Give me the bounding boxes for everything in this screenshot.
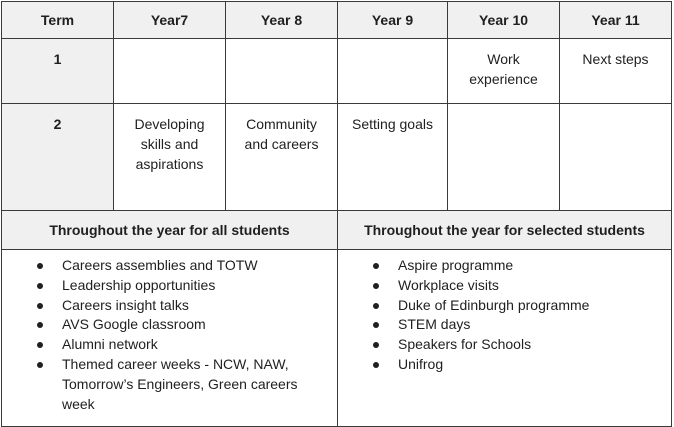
all-students-cell [2, 250, 338, 427]
term-2-row [2, 104, 672, 211]
year9-header: Year 9 [338, 2, 448, 39]
all-students-list [2, 256, 337, 414]
list-item: Themed career weeks - NCW, NAW, Tomorrow’s Engineers, Green careers week [2, 355, 337, 414]
list-item: AVS Google classroom [2, 315, 337, 335]
list-item: Careers assemblies and TOTW [2, 256, 337, 276]
all-students-heading: Throughout the year for all students [2, 211, 338, 250]
throughout-year-lists-row [2, 250, 672, 427]
list-item: Workplace visits [338, 276, 671, 296]
term-1-year9-cell [338, 39, 448, 104]
term-1-year11-cell: Next steps [560, 39, 672, 104]
list-item: Careers insight talks [2, 296, 337, 316]
term-2-label: 2 [2, 104, 114, 211]
list-item: STEM days [338, 315, 671, 335]
term-2-year10-cell [448, 104, 560, 211]
list-item: Speakers for Schools [338, 335, 671, 355]
year11-header: Year 11 [560, 2, 672, 39]
term-1-row [2, 39, 672, 104]
term-header: Term [2, 2, 114, 39]
year7-header: Year7 [114, 2, 226, 39]
careers-table [1, 1, 672, 427]
throughout-year-header-row [2, 211, 672, 250]
year8-header: Year 8 [226, 2, 338, 39]
list-item: Unifrog [338, 355, 671, 375]
selected-students-heading: Throughout the year for selected students [338, 211, 672, 250]
selected-students-list [338, 256, 671, 375]
term-2-year7-cell: Developing skills and aspirations [114, 104, 226, 211]
term-1-year7-cell [114, 39, 226, 104]
term-2-year9-cell: Setting goals [338, 104, 448, 211]
term-2-year11-cell [560, 104, 672, 211]
list-item: Aspire programme [338, 256, 671, 276]
header-row [2, 2, 672, 39]
list-item: Alumni network [2, 335, 337, 355]
selected-students-cell [338, 250, 672, 427]
list-item: Leadership opportunities [2, 276, 337, 296]
year10-header: Year 10 [448, 2, 560, 39]
term-1-year8-cell [226, 39, 338, 104]
term-2-year8-cell: Community and careers [226, 104, 338, 211]
term-1-label: 1 [2, 39, 114, 104]
list-item: Duke of Edinburgh programme [338, 296, 671, 316]
term-1-year10-cell: Work experience [448, 39, 560, 104]
